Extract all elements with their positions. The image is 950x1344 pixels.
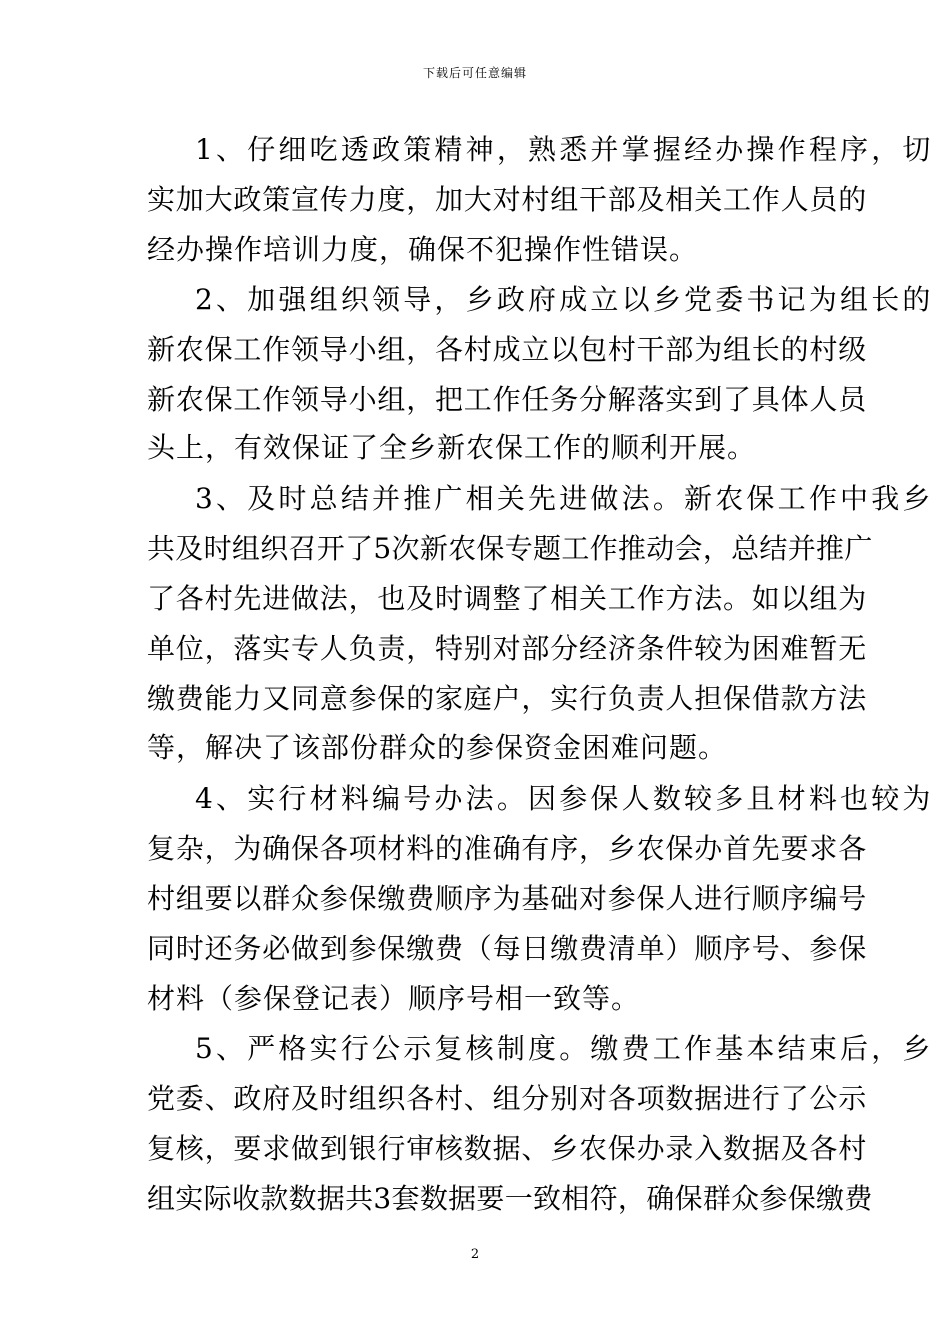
text-line: 复核，要求做到银行审核数据、乡农保办录入数据及各村 (147, 1132, 868, 1165)
text-line: 了各村先进做法，也及时调整了相关工作方法。如以组为 (147, 582, 868, 615)
text-line: 3、及时总结并推广相关先进做法。新农保工作中我乡 (195, 482, 934, 515)
text-line: 等，解决了该部份群众的参保资金困难问题。 (147, 731, 728, 764)
text-line: 材料（参保登记表）顺序号相一致等。 (147, 982, 641, 1015)
text-line: 实加大政策宣传力度，加大对村组干部及相关工作人员的 (147, 183, 868, 216)
text-line: 党委、政府及时组织各村、组分别对各项数据进行了公示 (147, 1082, 868, 1115)
text-line: 1、仔细吃透政策精神，熟悉并掌握经办操作程序，切 (195, 133, 934, 166)
page-number: 2 (470, 1247, 480, 1262)
text-line: 复杂，为确保各项材料的准确有序，乡农保办首先要求各 (147, 832, 868, 865)
text-line: 单位，落实专人负责，特别对部分经济条件较为困难暂无 (147, 632, 868, 665)
text-line: 头上，有效保证了全乡新农保工作的顺利开展。 (147, 431, 757, 464)
page-header: 下载后可任意编辑 (422, 66, 527, 80)
text-line: 同时还务必做到参保缴费（每日缴费清单）顺序号、参保 (147, 932, 868, 965)
text-line: 2、加强组织领导，乡政府成立以乡党委书记为组长的 (195, 283, 934, 316)
text-line: 经办操作培训力度，确保不犯操作性错误。 (147, 233, 699, 266)
text-line: 新农保工作领导小组，各村成立以包村干部为组长的村级 (147, 333, 868, 366)
text-line: 共及时组织召开了5次新农保专题工作推动会，总结并推广 (147, 532, 873, 565)
text-line: 缴费能力又同意参保的家庭户，实行负责人担保借款方法 (147, 682, 868, 715)
text-line: 5、严格实行公示复核制度。缴费工作基本结束后，乡 (195, 1032, 934, 1065)
text-line: 组实际收款数据共3套数据要一致相符，确保群众参保缴费 (147, 1182, 873, 1215)
text-line: 新农保工作领导小组，把工作任务分解落实到了具体人员 (147, 383, 868, 416)
text-line: 4、实行材料编号办法。因参保人数较多且材料也较为 (195, 782, 934, 815)
text-line: 村组要以群众参保缴费顺序为基础对参保人进行顺序编号 (147, 882, 868, 915)
